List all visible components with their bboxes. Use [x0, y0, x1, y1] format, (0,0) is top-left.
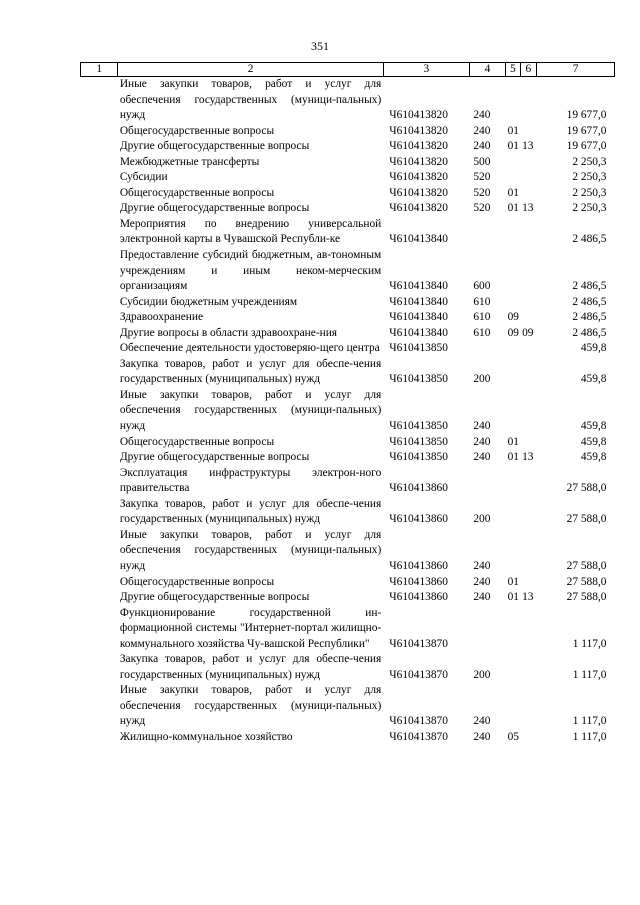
subsection-code — [520, 295, 537, 311]
expense-type-code: 520 — [473, 202, 491, 215]
budget-item-name: Субсидии — [119, 171, 168, 184]
amount: 1 117,0 — [572, 637, 607, 650]
section-code — [506, 77, 521, 124]
row-number-cell — [81, 606, 118, 653]
budget-item-name: Закупка товаров, работ и услуг для обеспе-чения государственных (муниципальных) нужд — [119, 497, 382, 526]
row-number-cell — [81, 497, 118, 528]
budget-item-name: Иные закупки товаров, работ и услуг для обеспечения государственных (муници-пальных) нужд — [119, 78, 382, 122]
target-article-code: Ч610413850 — [389, 435, 448, 448]
amount: 2 486,5 — [572, 280, 607, 293]
target-article-code: Ч610413870 — [389, 637, 448, 650]
budget-item-name: Иные закупки товаров, работ и услуг для обеспечения государственных (муници-пальных) нужд — [119, 684, 382, 728]
amount: 2 250,3 — [572, 202, 607, 215]
budget-item-name: Общегосударственные вопросы — [119, 435, 275, 448]
row-number-cell — [81, 124, 118, 140]
budget-item-name: Общегосударственные вопросы — [119, 575, 275, 588]
section-code — [506, 155, 521, 171]
column-header: 5 — [506, 63, 521, 77]
section-code — [506, 497, 521, 528]
row-number-cell — [81, 450, 118, 466]
table-row — [81, 466, 615, 497]
section-code: 01 — [507, 451, 519, 464]
subsection-code — [520, 730, 537, 746]
table-row — [81, 295, 615, 311]
row-number-cell — [81, 139, 118, 155]
table-row — [81, 186, 615, 202]
subsection-code — [520, 310, 537, 326]
row-number-cell — [81, 466, 118, 497]
subsection-code — [520, 388, 537, 435]
expense-type-code: 240 — [473, 715, 491, 728]
target-article-code: Ч610413820 — [389, 155, 448, 168]
subsection-code — [520, 124, 537, 140]
subsection-code — [520, 435, 537, 451]
row-number-cell — [81, 170, 118, 186]
table-row — [81, 341, 615, 357]
table-row — [81, 652, 615, 683]
section-code — [506, 606, 521, 653]
expense-type-code: 200 — [473, 373, 491, 386]
target-article-code: Ч610413820 — [389, 171, 448, 184]
section-code — [506, 357, 521, 388]
page-number: 351 — [311, 39, 329, 53]
target-article-code: Ч610413860 — [389, 513, 448, 526]
row-number-cell — [81, 575, 118, 591]
target-article-code: Ч610413870 — [389, 668, 448, 681]
budget-item-name: Общегосударственные вопросы — [119, 186, 275, 199]
budget-item-name: Общегосударственные вопросы — [119, 124, 275, 137]
amount: 19 677,0 — [566, 140, 607, 153]
section-code: 01 — [507, 140, 519, 153]
subsection-code — [520, 357, 537, 388]
row-number-cell — [81, 201, 118, 217]
amount: 2 486,5 — [572, 326, 607, 339]
amount: 1 117,0 — [572, 668, 607, 681]
row-number-cell — [81, 435, 118, 451]
expense-type-code: 240 — [473, 420, 491, 433]
budget-item-name: Другие вопросы в области здравоохране-ния — [119, 326, 338, 339]
section-code: 01 — [507, 575, 519, 588]
target-article-code: Ч610413870 — [389, 715, 448, 728]
subsection-code — [520, 683, 537, 730]
section-code — [506, 217, 521, 248]
target-article-code: Ч610413850 — [389, 373, 448, 386]
table-row — [81, 683, 615, 730]
expense-type-code: 240 — [473, 140, 491, 153]
target-article-code: Ч610413840 — [389, 326, 448, 339]
target-article-code: Ч610413860 — [389, 575, 448, 588]
amount: 19 677,0 — [566, 109, 607, 122]
budget-item-name: Другие общегосударственные вопросы — [119, 202, 310, 215]
subsection-code — [520, 606, 537, 653]
budget-item-name: Иные закупки товаров, работ и услуг для обеспечения государственных (муници-пальных) нужд — [119, 528, 382, 572]
expense-type-code — [469, 217, 505, 248]
amount: 1 117,0 — [572, 715, 607, 728]
table-row — [81, 450, 615, 466]
budget-item-name: Функционирование государственной ин-формационной системы "Интернет-портал жилищно-коммунального хозяйства Чу-вашской Республики" — [119, 606, 382, 650]
table-row — [81, 590, 615, 606]
expense-type-code: 240 — [473, 591, 491, 604]
table-header-row — [81, 63, 615, 77]
target-article-code: Ч610413840 — [389, 280, 448, 293]
table-row — [81, 497, 615, 528]
row-number-cell — [81, 388, 118, 435]
amount: 459,8 — [580, 342, 607, 355]
row-number-cell — [81, 295, 118, 311]
row-number-cell — [81, 217, 118, 248]
budget-item-name: Субсидии бюджетным учреждениям — [119, 295, 298, 308]
subsection-code: 13 — [522, 202, 534, 215]
budget-item-name: Другие общегосударственные вопросы — [119, 140, 310, 153]
target-article-code: Ч610413840 — [389, 311, 448, 324]
table-body — [81, 77, 615, 746]
expense-type-code: 240 — [473, 435, 491, 448]
target-article-code: Ч610413850 — [389, 342, 448, 355]
row-number-cell — [81, 310, 118, 326]
subsection-code — [520, 497, 537, 528]
budget-item-name: Здравоохранение — [119, 311, 204, 324]
expense-type-code: 240 — [473, 451, 491, 464]
expense-type-code: 600 — [473, 280, 491, 293]
subsection-code: 13 — [522, 451, 534, 464]
subsection-code: 13 — [522, 591, 534, 604]
table-row — [81, 357, 615, 388]
section-code — [506, 248, 521, 295]
section-code: 09 — [507, 326, 519, 339]
section-code: 01 — [507, 435, 519, 448]
table-row — [81, 139, 615, 155]
expense-type-code — [469, 606, 505, 653]
subsection-code — [520, 466, 537, 497]
section-code — [506, 528, 521, 575]
section-code: 01 — [507, 591, 519, 604]
table-row — [81, 201, 615, 217]
table-row — [81, 528, 615, 575]
budget-table — [80, 62, 615, 746]
table-row — [81, 606, 615, 653]
amount: 2 250,3 — [572, 155, 607, 168]
row-number-cell — [81, 341, 118, 357]
amount: 459,8 — [580, 373, 607, 386]
target-article-code: Ч610413850 — [389, 451, 448, 464]
expense-type-code: 500 — [473, 155, 491, 168]
amount: 2 250,3 — [572, 186, 607, 199]
table-row — [81, 217, 615, 248]
section-code: 01 — [507, 202, 519, 215]
expense-type-code: 240 — [473, 124, 491, 137]
table-row — [81, 326, 615, 342]
row-number-cell — [81, 155, 118, 171]
budget-item-name: Предоставление субсидий бюджетным, ав-тономным учреждениям и иным неком-мерческим организациям — [119, 249, 382, 293]
section-code — [506, 683, 521, 730]
budget-item-name: Другие общегосударственные вопросы — [119, 591, 310, 604]
section-code: 05 — [507, 730, 519, 743]
expense-type-code — [469, 466, 505, 497]
amount: 2 250,3 — [572, 171, 607, 184]
column-header: 7 — [537, 63, 615, 77]
target-article-code: Ч610413850 — [389, 420, 448, 433]
table-row — [81, 575, 615, 591]
expense-type-code: 240 — [473, 109, 491, 122]
amount: 27 588,0 — [566, 482, 607, 495]
table-row — [81, 77, 615, 124]
target-article-code: Ч610413820 — [389, 124, 448, 137]
expense-type-code: 520 — [473, 186, 491, 199]
section-code — [506, 295, 521, 311]
amount: 27 588,0 — [566, 591, 607, 604]
budget-item-name: Закупка товаров, работ и услуг для обеспе-чения государственных (муниципальных) нужд — [119, 653, 382, 681]
table-row — [81, 730, 615, 746]
column-header: 6 — [520, 63, 537, 77]
target-article-code: Ч610413820 — [389, 186, 448, 199]
target-article-code: Ч610413820 — [389, 140, 448, 153]
amount: 2 486,5 — [572, 233, 607, 246]
column-header: 4 — [469, 63, 505, 77]
row-number-cell — [81, 186, 118, 202]
target-article-code: Ч610413870 — [389, 730, 448, 743]
section-code: 01 — [507, 124, 519, 137]
expense-type-code: 200 — [473, 668, 491, 681]
expense-type-code: 610 — [473, 295, 491, 308]
table-row — [81, 310, 615, 326]
table-row — [81, 124, 615, 140]
expense-type-code: 520 — [473, 171, 491, 184]
amount: 1 117,0 — [572, 730, 607, 743]
section-code: 01 — [507, 186, 519, 199]
target-article-code: Ч610413860 — [389, 482, 448, 495]
row-number-cell — [81, 590, 118, 606]
row-number-cell — [81, 326, 118, 342]
amount: 27 588,0 — [566, 575, 607, 588]
amount: 2 486,5 — [572, 311, 607, 324]
table-row — [81, 155, 615, 171]
table-row — [81, 435, 615, 451]
subsection-code: 09 — [522, 326, 534, 339]
subsection-code — [520, 170, 537, 186]
amount: 27 588,0 — [566, 559, 607, 572]
expense-type-code: 610 — [473, 326, 491, 339]
section-code — [506, 388, 521, 435]
subsection-code — [520, 341, 537, 357]
row-number-cell — [81, 730, 118, 746]
expense-type-code: 240 — [473, 575, 491, 588]
table-row — [81, 170, 615, 186]
amount: 459,8 — [580, 420, 607, 433]
column-header: 3 — [383, 63, 469, 77]
column-header: 2 — [118, 63, 383, 77]
budget-item-name: Иные закупки товаров, работ и услуг для обеспечения государственных (муници-пальных) нужд — [119, 388, 382, 433]
expense-type-code: 200 — [473, 513, 491, 526]
section-code — [506, 466, 521, 497]
row-number-cell — [81, 528, 118, 575]
target-article-code: Ч610413820 — [389, 202, 448, 215]
subsection-code — [520, 155, 537, 171]
expense-type-code — [469, 341, 505, 357]
target-article-code: Ч610413820 — [389, 109, 448, 122]
table-row — [81, 388, 615, 435]
expense-type-code: 610 — [473, 311, 491, 324]
expense-type-code: 240 — [473, 559, 491, 572]
row-number-cell — [81, 77, 118, 124]
budget-item-name: Обеспечение деятельности удостоверяю-щего центра — [119, 342, 380, 355]
table-row — [81, 248, 615, 295]
subsection-code — [520, 77, 537, 124]
section-code — [506, 652, 521, 683]
subsection-code — [520, 652, 537, 683]
subsection-code — [520, 575, 537, 591]
target-article-code: Ч610413860 — [389, 559, 448, 572]
subsection-code — [520, 186, 537, 202]
budget-item-name: Жилищно-коммунальное хозяйство — [119, 730, 293, 743]
amount: 2 486,5 — [572, 295, 607, 308]
budget-item-name: Мероприятия по внедрению универсальной электронной карты в Чувашской Республи-ке — [119, 217, 382, 246]
row-number-cell — [81, 248, 118, 295]
target-article-code: Ч610413860 — [389, 591, 448, 604]
section-code — [506, 341, 521, 357]
budget-item-name: Другие общегосударственные вопросы — [119, 451, 310, 464]
expense-type-code: 240 — [473, 730, 491, 743]
subsection-code — [520, 528, 537, 575]
section-code — [506, 170, 521, 186]
amount: 27 588,0 — [566, 513, 607, 526]
amount: 459,8 — [580, 435, 607, 448]
section-code: 09 — [507, 311, 519, 324]
subsection-code — [520, 248, 537, 295]
target-article-code: Ч610413840 — [389, 233, 448, 246]
budget-item-name: Межбюджетные трансферты — [119, 155, 260, 168]
subsection-code — [520, 217, 537, 248]
amount: 459,8 — [580, 451, 607, 464]
column-header: 1 — [81, 63, 118, 77]
amount: 19 677,0 — [566, 124, 607, 137]
subsection-code: 13 — [522, 140, 534, 153]
target-article-code: Ч610413840 — [389, 295, 448, 308]
budget-item-name: Эксплуатация инфраструктуры электрон-ного правительства — [119, 466, 382, 495]
row-number-cell — [81, 652, 118, 683]
row-number-cell — [81, 357, 118, 388]
row-number-cell — [81, 683, 118, 730]
budget-item-name: Закупка товаров, работ и услуг для обеспе-чения государственных (муниципальных) нужд — [119, 357, 382, 386]
